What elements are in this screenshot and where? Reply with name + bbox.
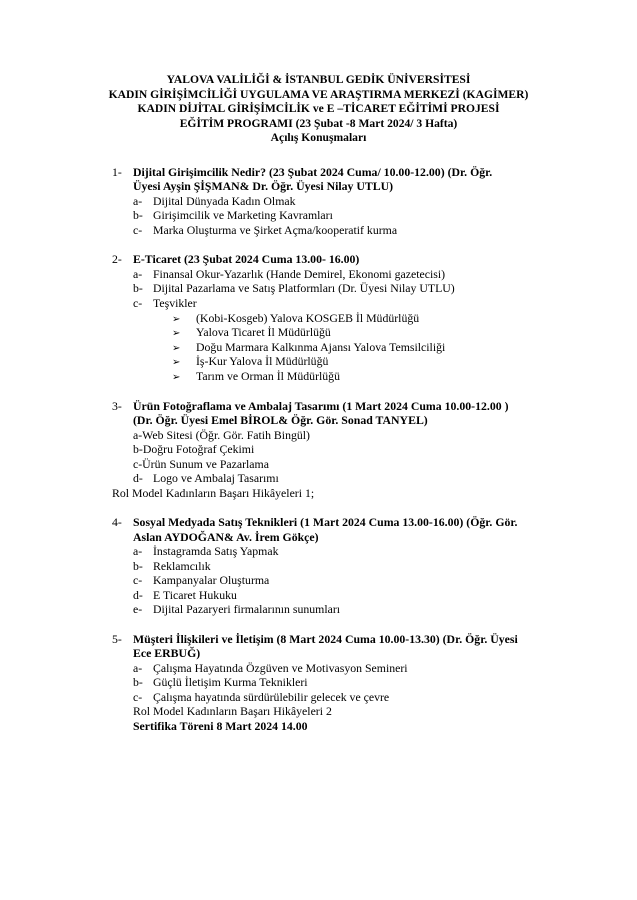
list-item: Teşvikler xyxy=(153,296,197,310)
sub-list-item: ➢ Tarım ve Orman İl Müdürlüğü xyxy=(172,369,340,383)
sub-list-item: ➢ Yalova Ticaret İl Müdürlüğü xyxy=(172,325,331,339)
section-title: Dijital Girişimcilik Nedir? (23 Şubat 2024 Cuma/ 10.00-12.00) (Dr. Öğr. xyxy=(133,165,493,179)
list-item: a-Web Sitesi (Öğr. Gör. Fatih Bingül) xyxy=(133,428,310,442)
list-item: Çalışma Hayatında Özgüven ve Motivasyon Semineri xyxy=(153,661,408,675)
list-item: Kampanyalar Oluşturma xyxy=(153,573,270,587)
arrow-bullet-icon: ➢ xyxy=(172,343,181,354)
list-item: Finansal Okur-Yazarlık (Hande Demirel, Ekonomi gazetecisi) xyxy=(153,267,446,281)
section-number: 3- xyxy=(112,399,122,413)
section-number: 4- xyxy=(112,515,122,529)
item-marker: a- xyxy=(133,267,143,281)
item-marker: e- xyxy=(133,602,143,616)
item-marker: a- xyxy=(133,544,143,558)
item-marker: b- xyxy=(133,559,143,573)
item-marker: d- xyxy=(133,471,143,485)
list-item: Marka Oluşturma ve Şirket Açma/kooperatif kurma xyxy=(153,223,398,237)
list-item: c-Ürün Sunum ve Pazarlama xyxy=(133,457,269,471)
section-title: (Dr. Öğr. Üyesi Emel BİROL& Öğr. Gör. Sonad TANYEL) xyxy=(133,413,428,427)
section-title: E-Ticaret (23 Şubat 2024 Cuma 13.00- 16.00) xyxy=(133,252,360,266)
header-line: EĞİTİM PROGRAMI (23 Şubat -8 Mart 2024/ 3 Hafta) xyxy=(179,116,458,130)
item-marker: c- xyxy=(133,573,143,587)
list-item: Girişimcilik ve Marketing Kavramları xyxy=(153,208,333,222)
arrow-bullet-icon: ➢ xyxy=(172,372,181,383)
list-item: Çalışma hayatında sürdürülebilir gelecek ve çevre xyxy=(153,690,390,704)
list-item: b-Doğru Fotoğraf Çekimi xyxy=(133,442,255,456)
arrow-bullet-icon: ➢ xyxy=(172,314,181,325)
item-marker: a- xyxy=(133,194,143,208)
list-item: Dijital Dünyada Kadın Olmak xyxy=(153,194,296,208)
section-title: Aslan AYDOĞAN& Av. İrem Gökçe) xyxy=(133,530,319,544)
sub-list-item: ➢ (Kobi-Kosgeb) Yalova KOSGEB İl Müdürlüğü xyxy=(172,311,420,325)
header-line: YALOVA VALİLİĞİ & İSTANBUL GEDİK ÜNİVERSİTESİ xyxy=(166,73,471,86)
document-header xyxy=(0,73,637,146)
item-marker: a- xyxy=(133,661,143,675)
section-title: Ece ERBUĞ) xyxy=(133,646,201,660)
list-item: Dijital Pazarlama ve Satış Platformları (Dr. Üyesi Nilay UTLU) xyxy=(153,281,455,295)
section-number: 1- xyxy=(112,165,122,179)
item-marker: b- xyxy=(133,208,143,222)
section-number: 2- xyxy=(112,252,122,266)
sub-list-item: ➢ Doğu Marmara Kalkınma Ajansı Yalova Temsilciliği xyxy=(172,340,446,354)
list-item: Dijital Pazaryeri firmalarının sunumları xyxy=(153,602,341,616)
list-item: Reklamcılık xyxy=(153,559,211,573)
arrow-bullet-icon: ➢ xyxy=(172,357,181,368)
certificate-ceremony: Sertifika Töreni 8 Mart 2024 14.00 xyxy=(133,719,308,733)
item-marker: c- xyxy=(133,223,143,237)
role-model-note: Rol Model Kadınların Başarı Hikâyeleri 2 xyxy=(133,704,332,718)
list-item: E Ticaret Hukuku xyxy=(153,588,237,602)
section-title: Üyesi Ayşin ŞİŞMAN& Dr. Öğr. Üyesi Nilay UTLU) xyxy=(133,179,394,193)
list-item: Logo ve Ambalaj Tasarımı xyxy=(153,471,279,485)
header-line: KADIN GİRİŞİMCİLİĞİ UYGULAMA VE ARAŞTIRMA MERKEZİ (KAGİMER) xyxy=(108,87,529,101)
section-title: Ürün Fotoğraflama ve Ambalaj Tasarımı (1 Mart 2024 Cuma 10.00-12.00 ) xyxy=(133,399,509,413)
list-item: Güçlü İletişim Kurma Teknikleri xyxy=(153,675,308,689)
item-marker: c- xyxy=(133,296,143,310)
item-marker: b- xyxy=(133,675,143,689)
section-number: 5- xyxy=(112,632,122,646)
section-title: Sosyal Medyada Satış Teknikleri (1 Mart 2024 Cuma 13.00-16.00) (Öğr. Gör. xyxy=(133,515,518,529)
list-item: İnstagramda Satış Yapmak xyxy=(153,544,279,558)
role-model-note: Rol Model Kadınların Başarı Hikâyeleri 1; xyxy=(112,486,315,500)
section-title: Müşteri İlişkileri ve İletişim (8 Mart 2024 Cuma 10.00-13.30) (Dr. Öğr. Üyesi xyxy=(133,632,518,646)
header-line: Açılış Konuşmaları xyxy=(270,131,367,145)
item-marker: c- xyxy=(133,690,143,704)
header-line: KADIN DİJİTAL GİRİŞİMCİLİK ve E –TİCARET EĞİTİMİ PROJESİ xyxy=(137,102,500,116)
item-marker: d- xyxy=(133,588,143,602)
item-marker: b- xyxy=(133,281,143,295)
sub-list-item: ➢ İş-Kur Yalova İl Müdürlüğü xyxy=(172,354,329,368)
arrow-bullet-icon: ➢ xyxy=(172,328,181,339)
